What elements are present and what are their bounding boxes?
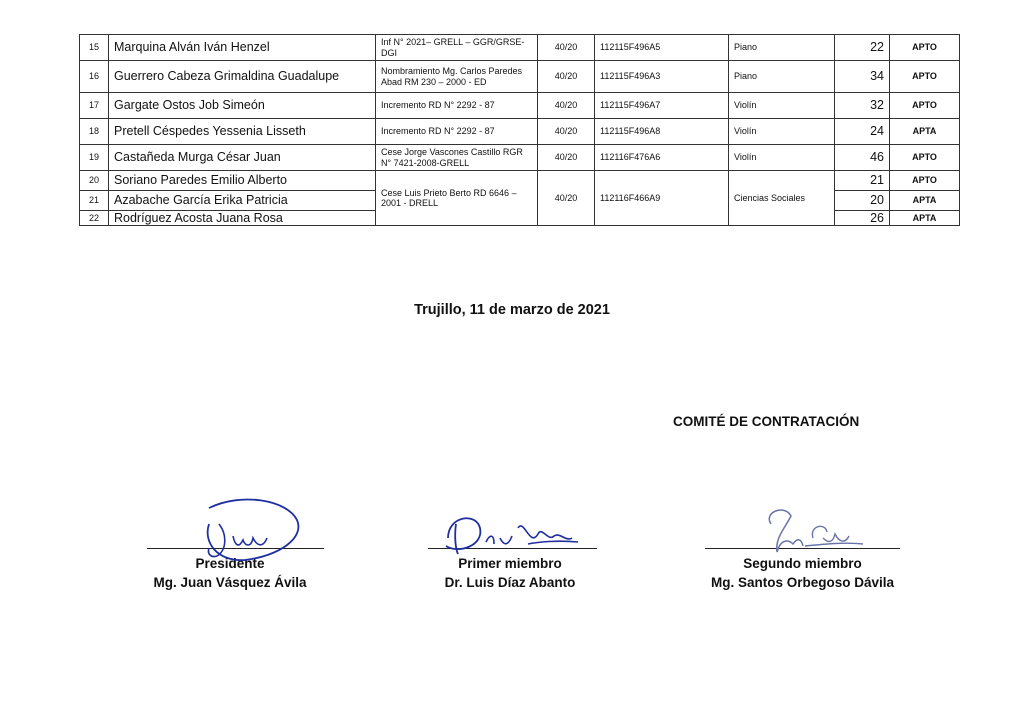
handwritten-signature <box>428 498 598 558</box>
position-code: 112115F496A3 <box>595 61 729 93</box>
table-row <box>80 93 960 119</box>
workload: 40/20 <box>538 171 595 226</box>
row-number: 15 <box>80 35 109 61</box>
committee-title: COMITÉ DE CONTRATACIÓN <box>673 414 860 429</box>
row-number: 18 <box>80 119 109 145</box>
signer-role: Primer miembro <box>458 556 562 571</box>
document-date: Trujillo, 11 de marzo de 2021 <box>414 302 610 318</box>
row-number: 20 <box>80 171 109 191</box>
table-row <box>80 61 960 93</box>
row-number: 19 <box>80 145 109 171</box>
reference-document: Cese Jorge Vascones Castillo RGR N° 7421-2008-GRELL <box>376 145 538 171</box>
score: 32 <box>835 93 890 119</box>
result: APTO <box>890 35 960 61</box>
score: 34 <box>835 61 890 93</box>
workload: 40/20 <box>538 35 595 61</box>
score: 24 <box>835 119 890 145</box>
signature-line <box>705 512 900 549</box>
table-row <box>80 35 960 61</box>
applicant-name: Rodríguez Acosta Juana Rosa <box>109 211 376 226</box>
row-number: 21 <box>80 191 109 211</box>
position-code: 112116F476A6 <box>595 145 729 171</box>
row-number: 22 <box>80 211 109 226</box>
area: Violín <box>729 93 835 119</box>
reference-document: Inf N° 2021– GRELL – GGR/GRSE-DGI <box>376 35 538 61</box>
signature-block-president <box>130 512 330 593</box>
result: APTO <box>890 145 960 171</box>
signature-line <box>147 512 324 549</box>
workload: 40/20 <box>538 93 595 119</box>
reference-document: Incremento RD N° 2292 - 87 <box>376 119 538 145</box>
score: 46 <box>835 145 890 171</box>
signature-block-first-member <box>415 512 605 593</box>
result: APTO <box>890 171 960 191</box>
applicant-name: Guerrero Cabeza Grimaldina Guadalupe <box>109 61 376 93</box>
table-row <box>80 171 960 191</box>
area: Violín <box>729 145 835 171</box>
handwritten-signature <box>147 498 327 558</box>
reference-document: Cese Luis Prieto Berto RD 6646 – 2001 - DRELL <box>376 171 538 226</box>
signer-role: Presidente <box>195 556 265 571</box>
position-code: 112115F496A8 <box>595 119 729 145</box>
reference-document: Incremento RD N° 2292 - 87 <box>376 93 538 119</box>
area: Piano <box>729 61 835 93</box>
position-code: 112115F496A7 <box>595 93 729 119</box>
signature-block-second-member <box>695 512 910 593</box>
result: APTA <box>890 191 960 211</box>
score: 22 <box>835 35 890 61</box>
workload: 40/20 <box>538 61 595 93</box>
applicant-name: Azabache García Erika Patricia <box>109 191 376 211</box>
applicant-name: Gargate Ostos Job Simeón <box>109 93 376 119</box>
table-row <box>80 145 960 171</box>
signer-name: Mg. Juan Vásquez Ávila <box>153 575 307 590</box>
row-number: 16 <box>80 61 109 93</box>
handwritten-signature <box>705 498 900 558</box>
applicant-name: Pretell Céspedes Yessenia Lisseth <box>109 119 376 145</box>
score: 26 <box>835 211 890 226</box>
applicant-name: Castañeda Murga César Juan <box>109 145 376 171</box>
result: APTO <box>890 61 960 93</box>
position-code: 112115F496A5 <box>595 35 729 61</box>
area: Ciencias Sociales <box>729 171 835 226</box>
results-table <box>79 34 960 226</box>
row-number: 17 <box>80 93 109 119</box>
score: 21 <box>835 171 890 191</box>
reference-document: Nombramiento Mg. Carlos Paredes Abad RM 230 – 2000 - ED <box>376 61 538 93</box>
area: Piano <box>729 35 835 61</box>
result: APTO <box>890 93 960 119</box>
score: 20 <box>835 191 890 211</box>
signer-name: Dr. Luis Díaz Abanto <box>444 575 576 590</box>
signature-line <box>428 512 597 549</box>
applicant-name: Marquina Alván Iván Henzel <box>109 35 376 61</box>
result: APTA <box>890 119 960 145</box>
workload: 40/20 <box>538 145 595 171</box>
table-row <box>80 119 960 145</box>
applicant-name: Soriano Paredes Emilio Alberto <box>109 171 376 191</box>
signer-role: Segundo miembro <box>743 556 862 571</box>
area: Violín <box>729 119 835 145</box>
workload: 40/20 <box>538 119 595 145</box>
position-code: 112116F466A9 <box>595 171 729 226</box>
signer-name: Mg. Santos Orbegoso Dávila <box>710 575 895 590</box>
result: APTA <box>890 211 960 226</box>
